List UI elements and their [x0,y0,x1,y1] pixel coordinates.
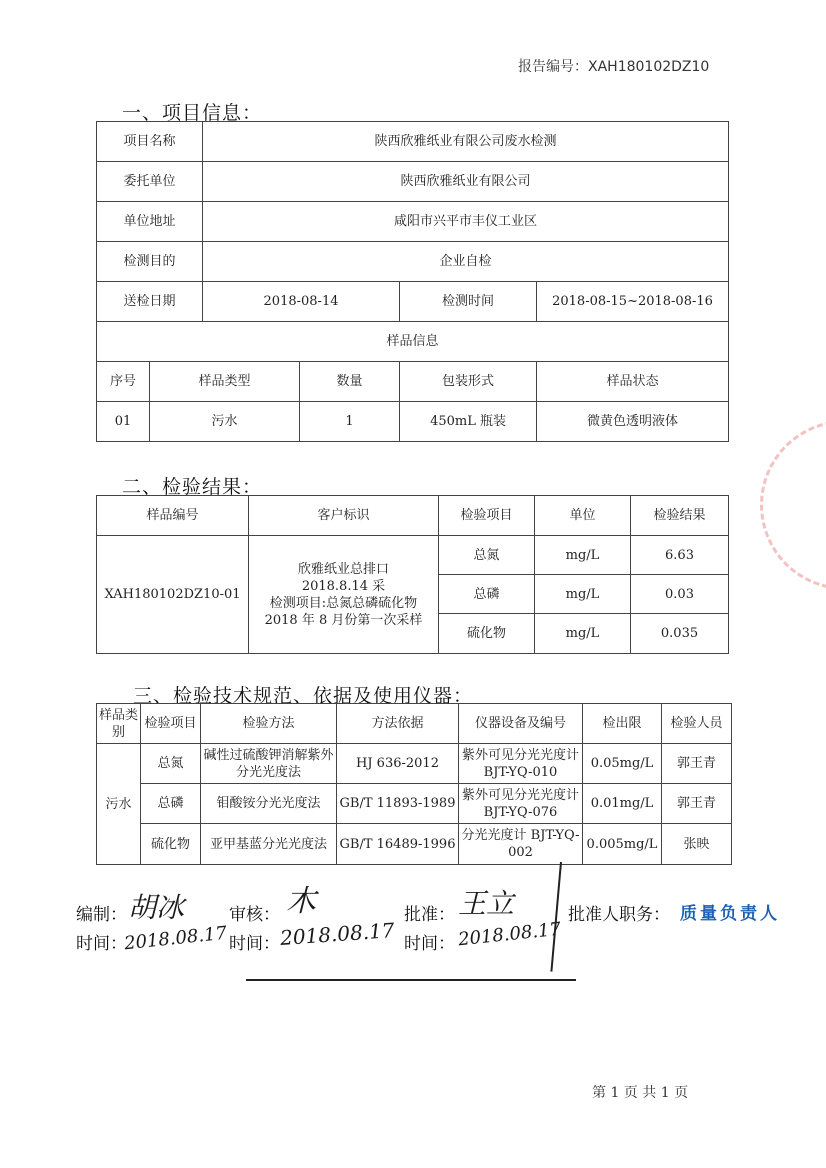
compiler-label: 编制： [76,905,127,925]
sample-state: 微黄色透明液体 [537,402,729,442]
method-category: 污水 [97,744,141,865]
method-name: 碱性过硫酸钾消解紫外分光光度法 [201,744,337,784]
header-cell: 方法依据 [337,704,459,744]
header-cell: 客户标识 [249,496,439,536]
approver-signature: 王立 [458,887,515,920]
approver-duty-stamp: 质量负责人 [680,904,780,924]
project-name-label: 项目名称 [97,122,203,162]
header-cell: 检验项目 [141,704,201,744]
client-mark-line: 检测项目:总氮总磷硫化物 [269,595,418,611]
method-name: 钼酸铵分光光度法 [201,784,337,824]
client-value: 陕西欣雅纸业有限公司 [203,162,729,202]
approver-duty-label: 批准人职务： [568,905,670,925]
method-basis: GB/T 11893-1989 [337,784,459,824]
method-staff: 郭王青 [662,784,732,824]
compiler-time-label: 时间： [76,934,127,954]
client-mark [249,536,439,654]
table-row [97,122,729,162]
result-item: 总磷 [439,575,535,614]
client-mark-line: 2018.8.14 采 [301,578,386,594]
test-time-value: 2018-08-15~2018-08-16 [537,282,729,322]
table-row [97,362,729,402]
project-info-table [96,121,729,442]
table-row [97,744,732,784]
results-table [96,495,729,654]
sample-package: 450mL 瓶装 [400,402,537,442]
sample-info-label: 样品信息 [97,322,729,362]
table-row [97,402,729,442]
header-cell: 检验人员 [662,704,732,744]
method-instrument: 紫外可见分光光度计 BJT-YQ-010 [459,744,583,784]
method-staff: 郭王青 [662,744,732,784]
result-value: 0.035 [631,614,729,654]
test-time-label: 检测时间 [400,282,537,322]
methods-table [96,703,732,865]
reviewer-signature: 木 [286,884,316,919]
address-value: 咸阳市兴平市丰仪工业区 [203,202,729,242]
method-item: 总氮 [141,744,201,784]
client-mark-line: 欣雅纸业总排口 [297,561,389,577]
header-cell: 样品状态 [537,362,729,402]
section-title-methods: 三、检验技术规范、依据及使用仪器： [133,685,474,707]
table-row [97,824,732,865]
table-row [97,496,729,536]
table-row [97,536,729,575]
sample-seq: 01 [97,402,150,442]
result-value: 6.63 [631,536,729,575]
compiler-time: 2018.08.17 [123,922,228,955]
header-cell: 序号 [97,362,150,402]
section-title-project-info: 一、项目信息： [122,102,263,124]
sample-qty: 1 [300,402,400,442]
method-item: 硫化物 [141,824,201,865]
method-staff: 张映 [662,824,732,865]
signature-stroke [550,862,562,972]
page-footer: 第 1 页 共 1 页 [592,1085,689,1101]
result-sample-no: XAH180102DZ10-01 [97,536,249,654]
result-item: 总氮 [439,536,535,575]
divider-line [246,979,576,981]
compiler-signature: 胡冰 [128,891,185,924]
header-cell: 样品类别 [97,704,141,744]
method-item: 总磷 [141,784,201,824]
method-limit: 0.01mg/L [583,784,662,824]
table-row [97,202,729,242]
header-cell: 检验结果 [631,496,729,536]
table-row [97,322,729,362]
project-name-value: 陕西欣雅纸业有限公司废水检测 [203,122,729,162]
header-cell: 包装形式 [400,362,537,402]
method-limit: 0.05mg/L [583,744,662,784]
table-row [97,704,732,744]
section-title-results: 二、检验结果： [122,476,263,498]
method-basis: HJ 636-2012 [337,744,459,784]
reviewer-label: 审核： [229,905,280,925]
header-cell: 检验项目 [439,496,535,536]
purpose-value: 企业自检 [203,242,729,282]
approver-time-label: 时间： [404,934,455,954]
result-value: 0.03 [631,575,729,614]
report-number: 报告编号：XAH180102DZ10 [518,59,710,75]
sample-type: 污水 [150,402,300,442]
header-cell: 检出限 [583,704,662,744]
header-cell: 单位 [535,496,631,536]
method-basis: GB/T 16489-1996 [337,824,459,865]
seal-stamp-icon [760,420,826,590]
table-row [97,162,729,202]
header-cell: 数量 [300,362,400,402]
method-limit: 0.005mg/L [583,824,662,865]
reviewer-time: 2018.08.17 [279,918,396,950]
result-unit: mg/L [535,614,631,654]
header-cell: 样品编号 [97,496,249,536]
header-cell: 检验方法 [201,704,337,744]
client-label: 委托单位 [97,162,203,202]
table-row [97,784,732,824]
method-instrument: 紫外可见分光光度计 BJT-YQ-076 [459,784,583,824]
submit-date-value: 2018-08-14 [203,282,400,322]
table-row [97,282,729,322]
result-unit: mg/L [535,536,631,575]
result-item: 硫化物 [439,614,535,654]
header-cell: 仪器设备及编号 [459,704,583,744]
address-label: 单位地址 [97,202,203,242]
method-instrument: 分光光度计 BJT-YQ-002 [459,824,583,865]
header-cell: 样品类型 [150,362,300,402]
reviewer-time-label: 时间： [229,934,280,954]
submit-date-label: 送检日期 [97,282,203,322]
client-mark-line: 2018 年 8 月份第一次采样 [264,612,423,628]
result-unit: mg/L [535,575,631,614]
method-name: 亚甲基蓝分光光度法 [201,824,337,865]
approver-time: 2018.08.17 [457,918,562,951]
table-row [97,242,729,282]
purpose-label: 检测目的 [97,242,203,282]
approver-label: 批准： [404,905,455,925]
